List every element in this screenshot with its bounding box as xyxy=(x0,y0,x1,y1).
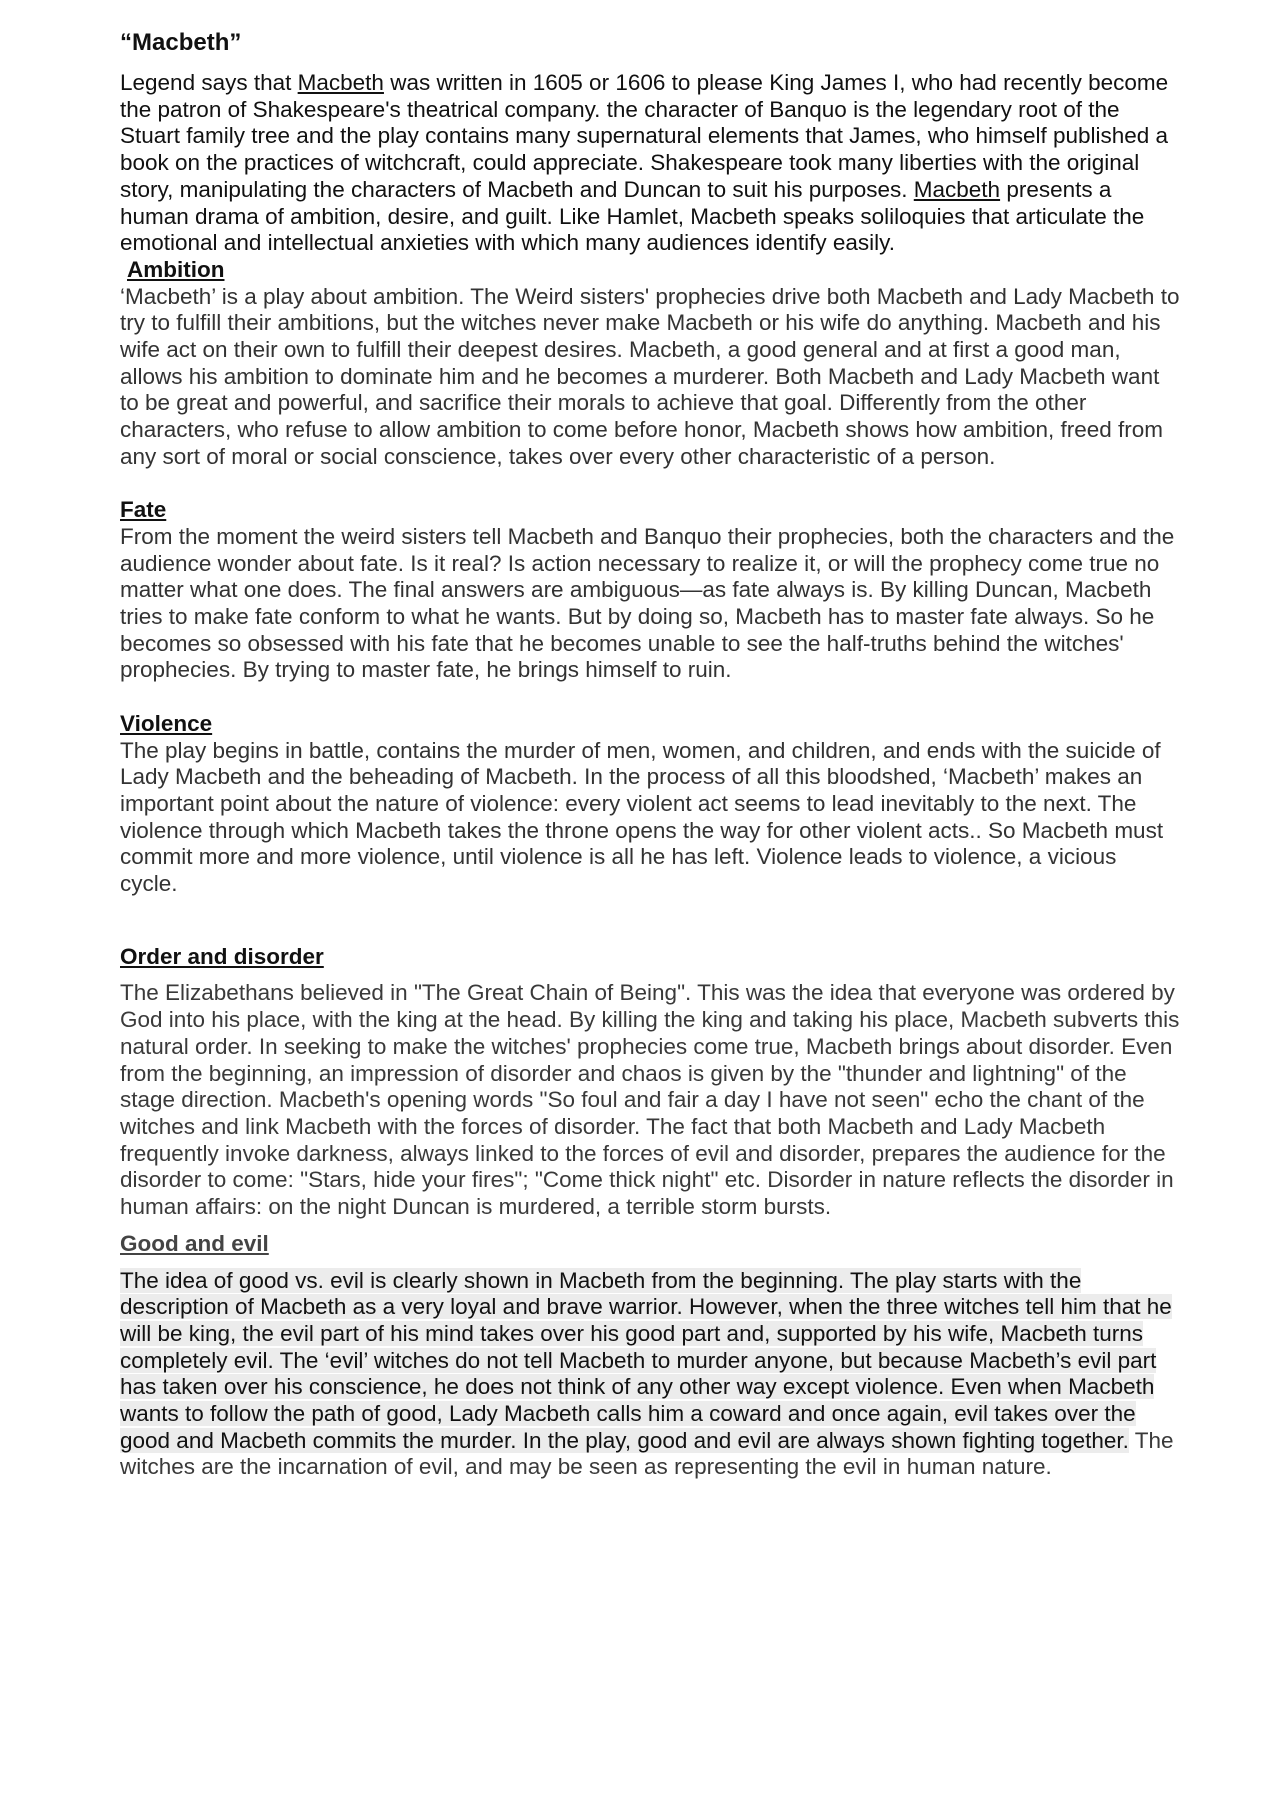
good-evil-heading: Good and evil xyxy=(120,1230,269,1256)
intro-text-1: Legend says that xyxy=(120,70,298,95)
macbeth-link-1[interactable]: Macbeth xyxy=(297,70,384,95)
document-title: “Macbeth” xyxy=(120,29,242,56)
good-evil-tail-text: The witches are the incarnation of evil, and may be seen as representing the evil in human nature. xyxy=(120,1427,1174,1480)
fate-paragraph: From the moment the weird sisters tell Macbeth and Banquo their prophecies, both the characters and the audience wonder about fate. Is it real? Is action necessary to realize it, or will the prophecy come true no matter what one does. The final answers are ambiguous—as fate always is. By killing Duncan, Macbeth tries to make fate conform to what he wants. But by doing so, Macbeth has to master fate always. So he becomes so obsessed with his fate that he becomes unable to see the half-truths behind the witches' prophecies. By trying to master fate, he brings himself to ruin. xyxy=(120,523,1175,683)
spacer xyxy=(120,471,1180,498)
fate-heading: Fate xyxy=(120,497,167,523)
spacer xyxy=(120,684,1180,711)
document-page xyxy=(120,26,1180,1481)
order-heading: Order and disorder xyxy=(120,943,324,969)
intro-text-2: was written in 1605 or 1606 to please King James I, who had recently become the patron of Shakespeare's theatrical company. the character of Banquo is the legendary root of the Stuart family tree and the play contains many supernatural elements that James, who himself published a book on the practices of witchcraft, could appreciate. Shakespeare took many liberties with the original story, manipulating the characters of Macbeth and Duncan to suit his purposes. xyxy=(120,70,1169,202)
intro-paragraph xyxy=(120,70,1180,257)
macbeth-link-2[interactable]: Macbeth xyxy=(913,176,1001,202)
ambition-heading: Ambition xyxy=(127,256,225,282)
ambition-paragraph: ‘Macbeth’ is a play about ambition. The Weird sisters' prophecies drive both Macbeth and Lady Macbeth to try to fulfill their ambitions, but the witches never make Macbeth or his wife do anything. Macbeth and his wife act on their own to fulfill their deepest desires. Macbeth, a good general and at first a good man, allows his ambition to dominate him and he becomes a murderer. Both Macbeth and Lady Macbeth want to be great and powerful, and sacrifice their morals to achieve that goal. Differently from the other characters, who refuse to allow ambition to come before honor, Macbeth shows how ambition, freed from any sort of moral or social conscience, takes over every other characteristic of a person. xyxy=(120,283,1180,469)
spacer xyxy=(120,898,1180,944)
violence-heading: Violence xyxy=(120,710,213,736)
good-evil-paragraph xyxy=(120,1268,1180,1482)
good-evil-highlighted-text: The idea of good vs. evil is clearly shown in Macbeth from the beginning. The play starts with the description of Macbeth as a very loyal and brave warrior. However, when the three witches tell him that he will be king, the evil part of his mind takes over his good part and, supported by his wife, Macbeth turns completely evil. The ‘evil’ witches do not tell Macbeth to murder anyone, but because Macbeth’s evil part has taken over his conscience, he does not think of any other way except violence. Even when Macbeth wants to follow the path of good, Lady Macbeth calls him a coward and once again, evil takes over the good and Macbeth commits the murder. In the play, good and evil are always shown fighting together. xyxy=(120,1267,1172,1453)
violence-paragraph: The play begins in battle, contains the murder of men, women, and children, and ends with the suicide of Lady Macbeth and the beheading of Macbeth. In the process of all this bloodshed, ‘Macbeth’ makes an important point about the nature of violence: every violent act seems to lead inevitably to the next. The violence through which Macbeth takes the throne opens the way for other violent acts.. So Macbeth must commit more and more violence, until violence is all he has left. Violence leads to violence, a vicious cycle. xyxy=(120,737,1164,897)
order-paragraph: The Elizabethans believed in "The Great Chain of Being". This was the idea that everyone was ordered by God into his place, with the king at the head. By killing the king and taking his place, Macbeth subverts this natural order. In seeking to make the witches' prophecies come true, Macbeth brings about disorder. Even from the beginning, an impression of disorder and chaos is given by the "thunder and lightning" of the stage direction. Macbeth's opening words "So foul and fair a day I have not seen" echo the chant of the witches and link Macbeth with the forces of disorder. The fact that both Macbeth and Lady Macbeth frequently invoke darkness, always linked to the forces of evil and disorder, prepares the audience for the disorder to come: "Stars, hide your fires"; "Come thick night" etc. Disorder in nature reflects the disorder in human affairs: on the night Duncan is murdered, a terrible storm bursts. xyxy=(120,980,1180,1220)
intro-text-3: presents a human drama of ambition, desire, and guilt. Like Hamlet, Macbeth speaks soliloquies that articulate the emotional and intellectual anxieties with which many audiences identify easily. xyxy=(120,176,1145,256)
